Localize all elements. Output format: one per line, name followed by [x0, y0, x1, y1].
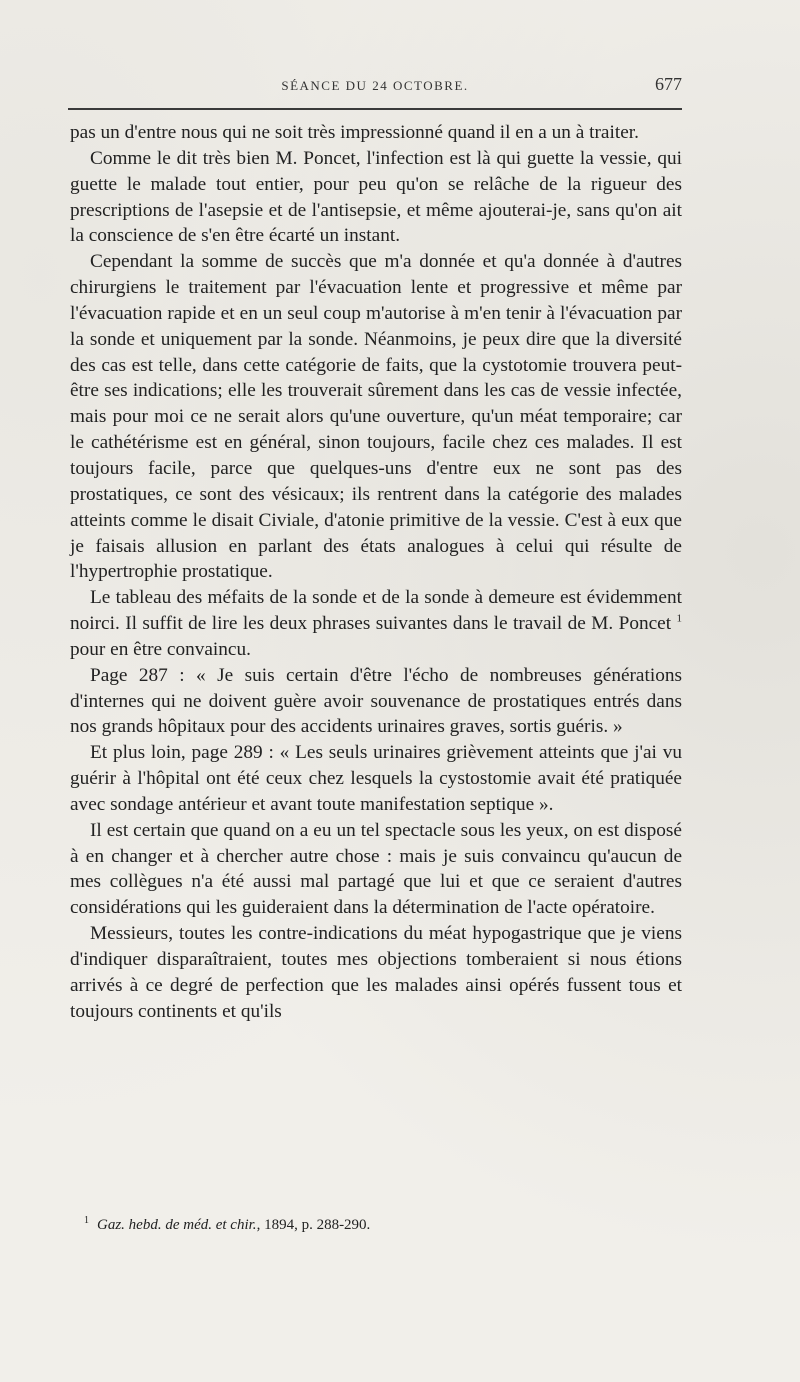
footnote-details: , 1894, p. 288-290. — [256, 1217, 371, 1233]
paragraph-text: Le tableau des méfaits de la sonde et de la sonde à demeure est évidemment noirci. Il suffit de lire les deux phrases suivantes dans le travail de M. Poncet — [70, 587, 682, 635]
paragraph-text: pour en être convaincu. — [70, 638, 251, 660]
footnote-citation: Gaz. hebd. de méd. et chir. — [97, 1217, 257, 1233]
footnote — [84, 1215, 684, 1234]
paragraph-quote: Page 287 : « Je suis certain d'être l'écho de nombreuses générations d'internes qui ne doivent guère avoir souvenance de prostatiques entrés dans nos grands hôpitaux pour des accidents urinaires graves, sortis guéris. » — [70, 664, 682, 738]
paragraph-quote: Et plus loin, page 289 : « Les seuls urinaires grièvement atteints que j'ai vu guérir à l'hôpital ont été ceux chez lesquels la cystostomie avait été pratiquée avec sondage antérieur et avant toute manifestation septique ». — [70, 742, 682, 815]
paragraph: Comme le dit très bien M. Poncet, l'infection est là qui guette la vessie, qui guette le malade tout entier, pour peu qu'on se relâche de la rigueur des prescriptions de l'asepsie et de l'antisepsie, et même ajouterai-je, sans qu'on ait la conscience de s'en être écarté un instant. — [70, 147, 682, 247]
paragraph-continued: pas un d'entre nous qui ne soit très impressionné quand il en a un à traiter. — [70, 122, 639, 143]
paragraph-with-footnote — [70, 585, 682, 663]
footnote-number: 1 — [84, 1215, 89, 1226]
header-rule — [68, 108, 682, 110]
footnote-reference[interactable]: 1 — [676, 612, 682, 625]
body-text — [70, 120, 682, 1025]
paragraph: Il est certain que quand on a eu un tel spectacle sous les yeux, on est disposé à en changer et à chercher autre chose : mais je suis convaincu qu'aucun de mes collègues n'a été aussi mal partagé que lui et que ce seraient d'autres considérations qui les guideraient dans la détermination de l'acte opératoire. — [70, 819, 682, 919]
running-title: SÉANCE DU 24 OCTOBRE. — [281, 78, 469, 93]
paragraph: Messieurs, toutes les contre-indications du méat hypogastrique que je viens d'indiquer disparaîtraient, toutes mes objections tomberaient si nous étions arrivés à ce degré de perfection que les malades ainsi opérés fussent tous et toujours continents et qu'ils — [70, 923, 682, 1022]
paragraph: Cependant la somme de succès que m'a donnée et qu'a donnée à d'autres chirurgiens le traitement par l'évacuation lente et progressive et même par l'évacuation rapide et en un seul coup m'autorise à m'en tenir à l'évacuation par la sonde et uniquement par la sonde. Néanmoins, je peux dire que la diversité des cas est telle, dans cette catégorie de faits, que la cystotomie trouvera peut-être ses indications; elle les trouverait sûrement dans les cas de vessie infectée, mais pour moi ce ne serait alors qu'une ouverture, qu'un méat temporaire; car le cathétérisme est en général, sinon toujours, facile chez ces malades. Il est toujours facile, parce que quelques-uns d'entre eux ne sont pas des prostatiques, ce sont des vésicaux; ils rentrent dans la catégorie des malades atteints comme le disait Civiale, d'atonie primitive de la vessie. C'est à eux que je faisais allusion en parlant des états analogues à celui qui résulte de l'hypertrophie prostatique. — [70, 251, 682, 583]
page-header — [68, 68, 682, 98]
page-number: 677 — [655, 74, 682, 94]
